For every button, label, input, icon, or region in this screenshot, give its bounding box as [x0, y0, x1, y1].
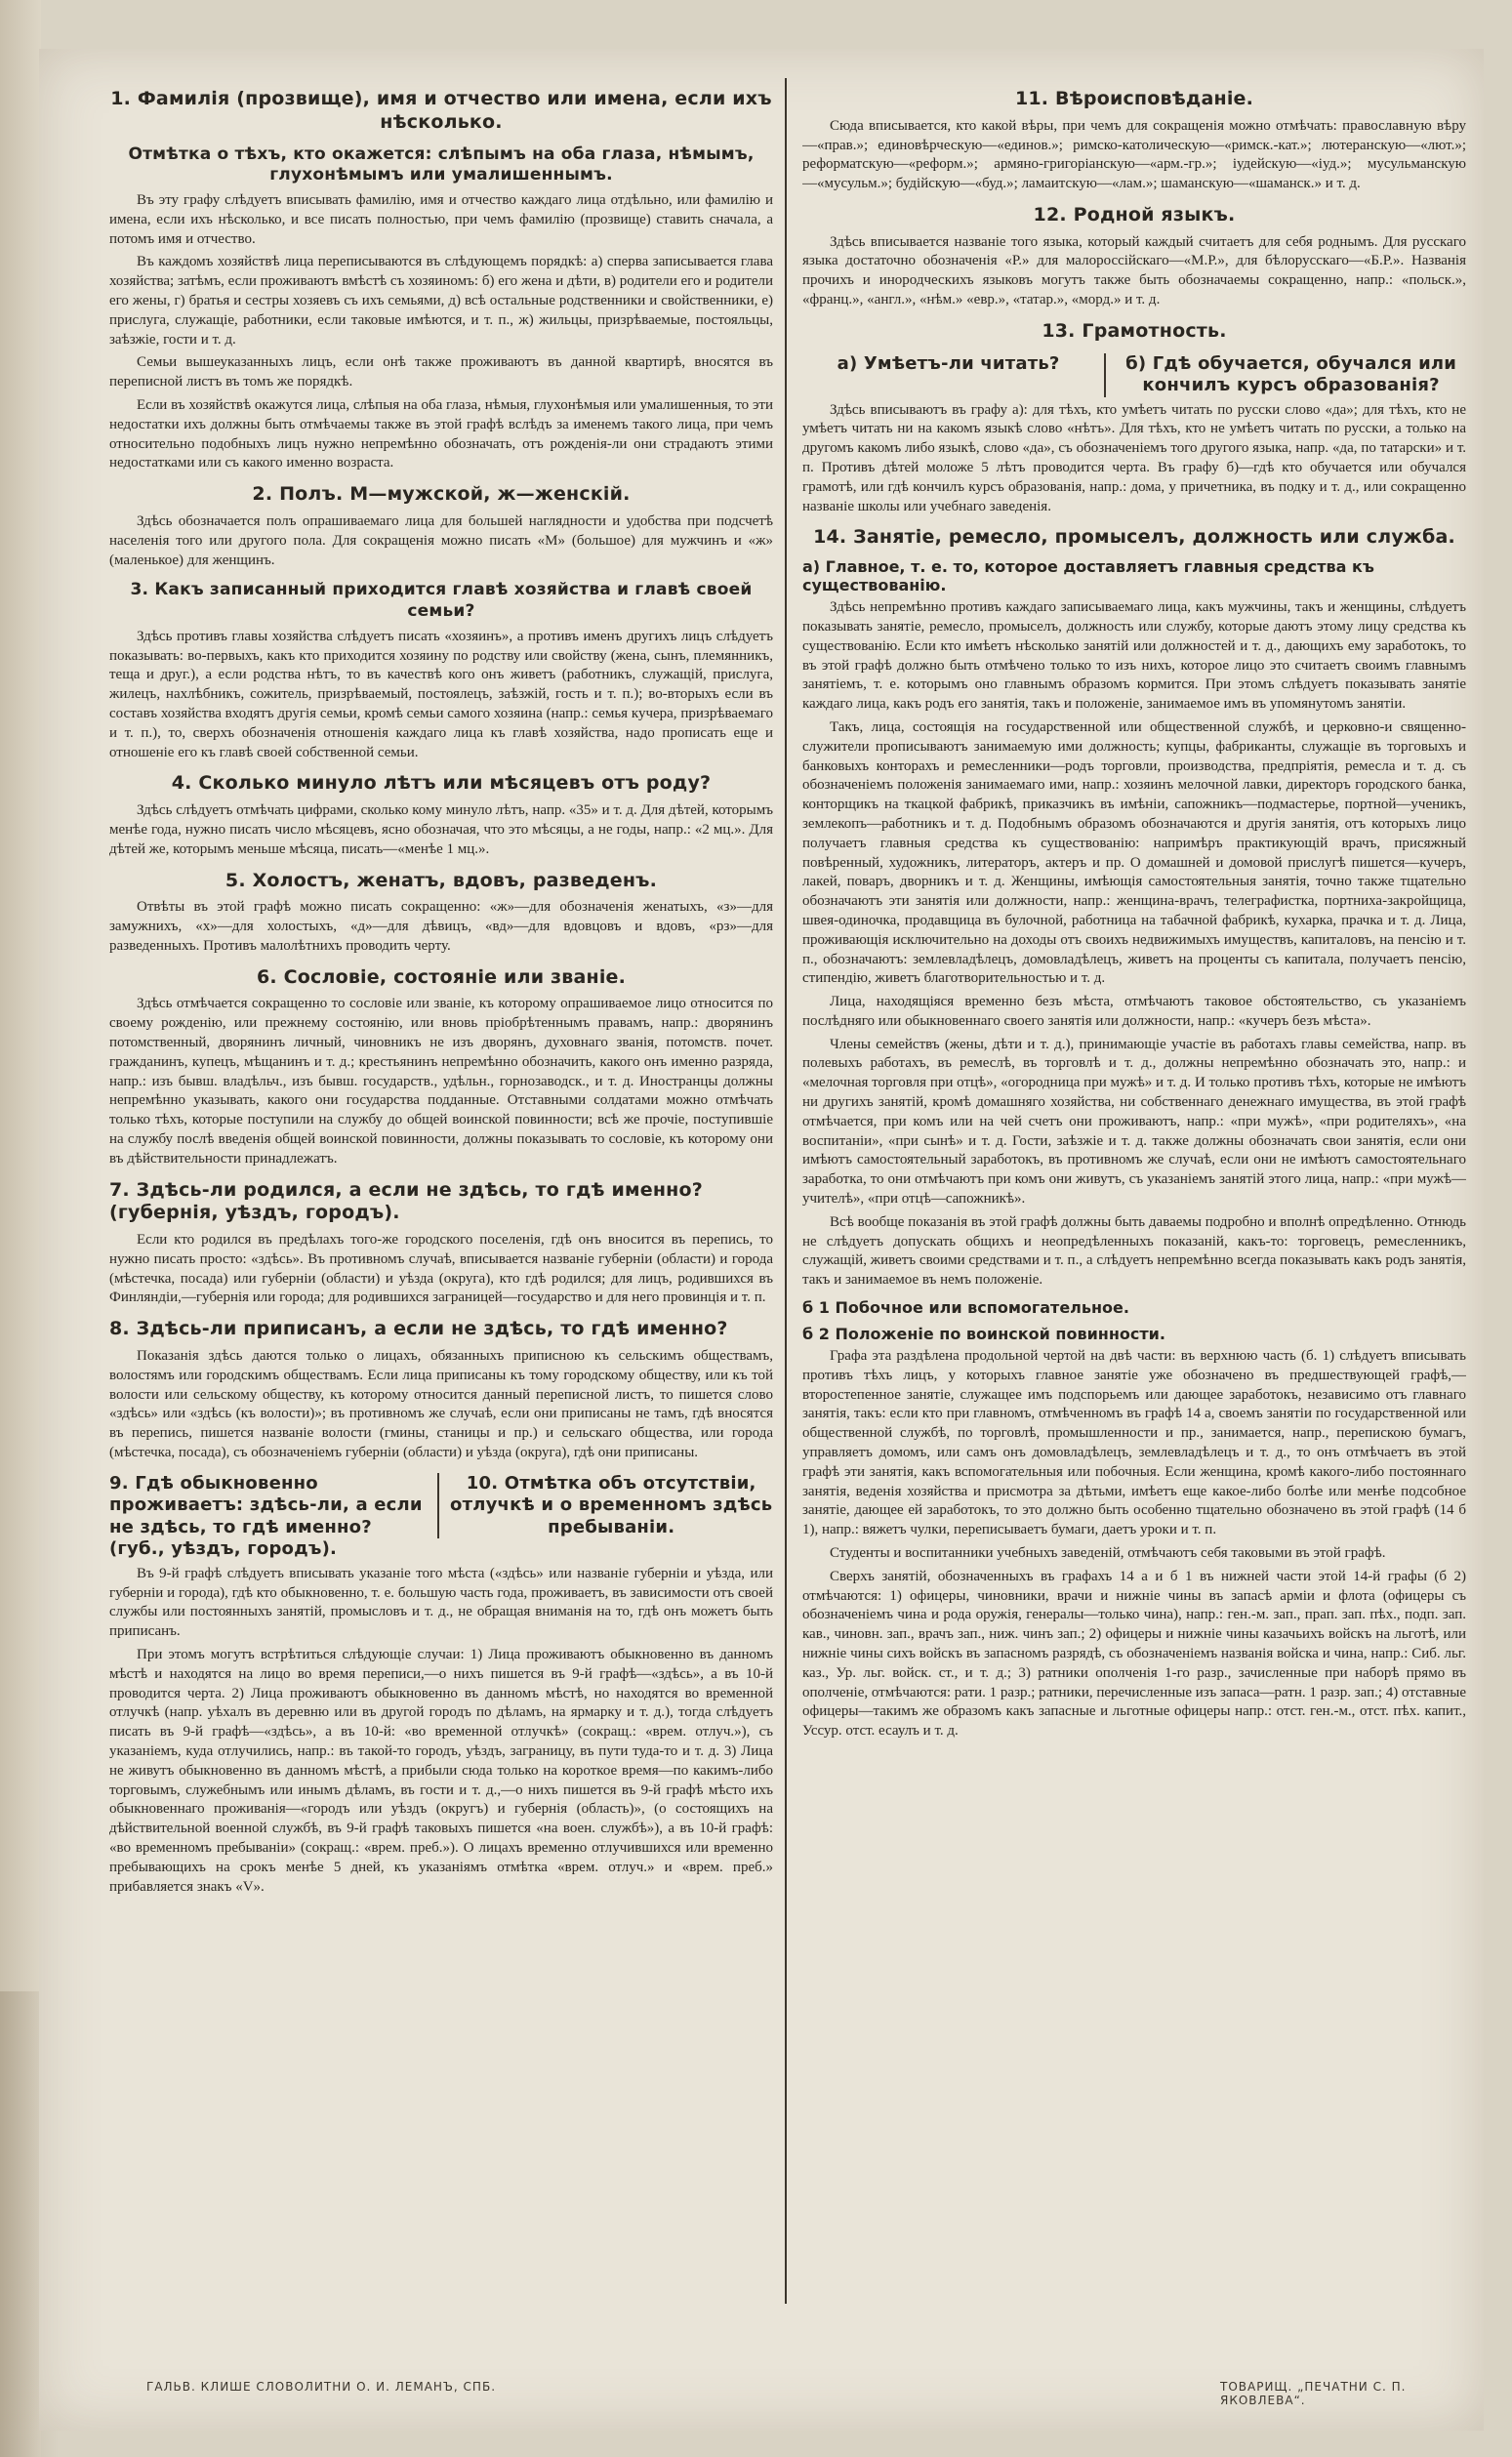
section-2-paragraph: Здѣсь обозначается полъ опрашиваемаго лица для большей наглядности и удобства при подсчетѣ населенія того или другого пола. Для сокращенія можно писать «М» (большое) для мужчинъ и «ж» (маленькое) для женщинъ. — [109, 512, 773, 568]
section-5-title: 5. Холостъ, женатъ, вдовъ, разведенъ. — [225, 869, 658, 891]
section-14-paragraph: Такъ, лица, состоящія на государственной или общественной службѣ, и церковно-и священно-служители прописываютъ занимаемую ими должность; купцы, фабриканты, служащіе въ торговыхъ и банковыхъ конторахъ и ремесленники—родъ торговли, производства, предпріятія, ремесла и т. д. съ обозначеніемъ положенія занимаемаго ими, напр.: хозяинъ мелочной лавки, директоръ городского банка, конторщикъ на ткацкой фабрикѣ, приказчикъ въ имѣніи, сапожникъ—подмастерье, портной—ученикъ, землекопъ—работникъ и т. д. Подобнымъ образомъ обозначаются и другія занятія, отъ которыхъ лицо получаетъ главныя средства къ существованію: напримѣръ практикующій врачъ, присяжный повѣренный, художникъ, литераторъ, актеръ и пр. О домашней и домовой прислугѣ пишется—кучеръ, лакей, поваръ, дворникъ и т. д. Женщины, имѣющія самостоятельныя занятія, точно также тщательно обозначаютъ эти занятія или должности, напр.: женщина-врачъ, телеграфистка, портниха-закройщица, швея-одиночка, продавщица въ булочной, работница на табачной фабрикѣ, кухарка, прачка и т. д. Лица, проживающія исключительно на доходы отъ своихъ недвижимыхъ имуществъ, капиталовъ, на пенсію и т. п., обозначаютъ: землевладѣлецъ, домовладѣлецъ, живетъ на проценты съ капитала, получаетъ пенсію, стипендію, живетъ благотворительностью и т. д. — [802, 718, 1466, 987]
section-1-paragraph: Въ эту графу слѣдуетъ вписывать фамилію, имя и отчество каждаго лица отдѣльно, или фамилію и имена, если ихъ нѣсколько, и все писать полностью, при чемъ фамилію (прозвище) ставить сначала, а потомъ имя и отчество. — [109, 192, 773, 247]
printer-imprint-right: ТОВАРИЩ. „ПЕЧАТНИ С. П. ЯКОВЛЕВА“. — [1220, 2380, 1407, 2407]
section-1-paragraph: Въ каждомъ хозяйствѣ лица переписываются въ слѣдующемъ порядкѣ: а) сперва записывается глава хозяйства; затѣмъ, если проживаютъ вмѣстѣ съ хозяиномъ: б) его жена и дѣти, в) родители его и родители его жены, г) братья и сестры хозяевъ съ ихъ семьями, д) всѣ остальные родственники и свойственники, е) прислуга, служащіе, работники, если таковые имѣются, и т. п., ж) жильцы, призрѣваемые, постояльцы, заѣзжіе, гости и т. д. — [109, 254, 773, 348]
section-9-title: 9. Гдѣ обыкновенно проживаетъ: здѣсь-ли, а если не здѣсь, то гдѣ именно? (губ., уѣздъ, городъ). — [109, 1472, 423, 1560]
section-12-paragraph: Здѣсь вписывается названіе того языка, который каждый считаетъ для себя роднымъ. Для русскаго языка достаточно обозначенія «Р.» для малороссійскаго—«М.Р.», для бѣлорусскаго—«Б.Р.». Названія прочихъ и инородческихъ языковъ могутъ также быть обозначаемы сокращенно, напр.: «польск.», «франц.», «англ.», «нѣм.» «евр.», «татар.», «морд.» и т. д. — [802, 233, 1466, 308]
section-11-paragraph: Сюда вписывается, кто какой вѣры, при чемъ для сокращенія можно отмѣчать: православную вѣру—«прав.»; единовѣрческую—«единов.»; римско-католическую—«римск.-кат.»; лютеранскую—«лют.»; реформатскую—«реформ.»; армяно-григоріанскую—«арм.-гр.»; іудейскую—«іуд.»; мусульманскую—«мусульм.»; будійскую—«буд.»; ламаитскую—«лам.»; шаманскую—«шаманск.» и т. д. — [802, 117, 1466, 192]
section-9-paragraph: Въ 9-й графѣ слѣдуетъ вписывать указаніе того мѣста («здѣсь» или названіе губерніи и уѣзда, или губерніи и города), гдѣ кто обыкновенно, т. е. большую часть года, проживаетъ, въ зависимости отъ своей службы или постоянныхъ занятій, промысловъ и т. д., не обращая вниманія на то, гдѣ онъ можетъ быть приписанъ. — [109, 1565, 773, 1640]
section-14-subhead-b1: б 1 Побочное или вспомогательное. — [802, 1298, 1129, 1318]
section-14-paragraph: Всѣ вообще показанія въ этой графѣ должны быть даваемы подробно и вполнѣ опредѣленно. Отнюдь не слѣдуетъ допускать общихъ и неопредѣленныхъ показаній, какъ-то: торговецъ, ремесленникъ, служащій, живетъ своими средствами и т. п., а слѣдуетъ непремѣнно всегда показывать какъ родъ занятія, такъ и занимаемое въ немъ положеніе. — [802, 1213, 1466, 1289]
printer-imprint-left: ГАЛЬВ. КЛИШЕ СЛОВОЛИТНИ О. И. ЛЕМАНЪ, СПБ. — [146, 2380, 497, 2394]
section-14-subhead-b2: б 2 Положеніе по воинской повинности. — [802, 1325, 1165, 1344]
section-14-paragraph: Члены семействъ (жены, дѣти и т. д.), принимающіе участіе въ работахъ главы семейства, напр. въ полевыхъ работахъ, въ ремеслѣ, въ торговлѣ и т. д., должны непремѣнно обозначать это, напр.: и «мелочная торговля при отцѣ», «огородница при мужѣ» и т. д. И только противъ тѣхъ, которые не имѣютъ ни другихъ занятій, кромѣ домашняго хозяйства, ни собственнаго денежнаго имущества, въ этой графѣ отмѣчается, при комъ или на чей счетъ они проживаютъ, напр.: «при мужѣ», «при родителяхъ», «на воспитаніи», «при сынѣ» и т. д. Гости, заѣзжіе и т. д. также должны обозначать свои занятія, если они имѣютъ самостоятельный заработокъ, въ противномъ же случаѣ, если они не имѣютъ самостоятельнаго заработка, то они отмѣчаютъ при комъ они живутъ, съ указаніемъ занятій этого лица, напр.: «при мужѣ—учителѣ», «при отцѣ—сапожникѣ». — [802, 1036, 1466, 1208]
section-14-paragraph: Лица, находящіяся временно безъ мѣста, отмѣчаютъ таковое обстоятельство, съ указаніемъ послѣдняго или обыкновеннаго своего занятія или должности, напр.: «кучеръ безъ мѣста». — [802, 994, 1466, 1029]
section-13-title: 13. Грамотность. — [1042, 319, 1227, 342]
section-4-paragraph: Здѣсь слѣдуетъ отмѣчать цифрами, сколько кому минуло лѣтъ, напр. «35» и т. д. Для дѣтей, которымъ менѣе года, нужно писать число мѣсяцевъ, ясно обозначая, что это мѣсяцы, а не годы, напр.: «2 мц.». Для дѣтей же, которымъ меньше мѣсяца, писать—«менѣе 1 мц.». — [109, 802, 773, 857]
right-column — [802, 78, 1466, 2353]
section-8-paragraph: Показанія здѣсь даются только о лицахъ, обязанныхъ приписною къ сельскимъ обществамъ, волостямъ или городскимъ обществамъ. Если лица приписаны къ тому городскому обществу, или къ той волости или сельскому обществу, къ которому относится данный переписной листъ, то пишется слово «здѣсь» или «здѣсь (къ волости)»; въ противномъ же случаѣ, если они приписаны не тамъ, гдѣ вносятся въ перепись, пишется названіе волости (гмины, станицы и пр.) и сельскаго общества, или города (мѣстечка, посада), съ обозначеніемъ губерніи (области) и уѣзда (округа), гдѣ они приписаны. — [109, 1348, 773, 1460]
section-13-subheads — [802, 349, 1466, 401]
section-14-subhead-a: а) Главное, т. е. то, которое доставляетъ главныя средства къ существованію. — [802, 557, 1374, 595]
section-11-title: 11. Вѣроисповѣданіе. — [1014, 88, 1254, 109]
section-7-title: 7. Здѣсь-ли родился, а если не здѣсь, то гдѣ именно? (губернія, уѣздъ, городъ). — [109, 1178, 703, 1224]
section-10-title: 10. Отмѣтка объ отсутствіи, отлучкѣ и о временномъ здѣсь пребываніи. — [437, 1473, 773, 1539]
section-3-title: 3. Какъ записанный приходится главѣ хозяйства и главѣ своей семьи? — [130, 580, 753, 621]
left-column — [109, 78, 773, 2353]
section-9-10-header — [109, 1469, 773, 1565]
section-14-paragraph: Студенты и воспитанники учебныхъ заведеній, отмѣчаютъ себя таковыми въ этой графѣ. — [830, 1545, 1386, 1562]
section-4-title: 4. Сколько минуло лѣтъ или мѣсяцевъ отъ роду? — [171, 772, 712, 795]
section-14-paragraph: Графа эта раздѣлена продольной чертой на двѣ части: въ верхнюю часть (б. 1) слѣдуетъ вписывать противъ тѣхъ лицъ, у которыхъ главное занятіе уже обозначено въ предшествующей графѣ,—второстепенное занятіе, служащее имъ подспорьемъ или дающее заработокъ, независимо отъ главнаго занятія, такъ: если кто при главномъ, отмѣченномъ въ графѣ 14 а, своемъ занятіи по государственной или общественной службѣ, по торговлѣ, промышленности и пр., занимается, напр., перепискою бумагъ, управляетъ домомъ, или самъ онъ домовладѣлецъ, землевладѣлецъ и т. д., то онъ отмѣчаетъ въ этой графѣ эти занятія, какъ вспомогательныя или побочныя. Если женщина, кромѣ какого-либо постояннаго занятія, веденія хозяйства и присмотра за дѣтьми, имѣетъ еще какое-либо болѣе или менѣе подсобное занятіе, дающее ей заработокъ, то это должно быть особенно тщательно обозначено въ этой графѣ (14 б 1), напр.: вяжетъ чулки, переписываетъ бумаги, даетъ уроки и т. п. — [802, 1348, 1466, 1538]
column-divider — [785, 78, 787, 2304]
section-13-paragraph: Здѣсь вписываютъ въ графу а): для тѣхъ, кто умѣетъ читать по русски слово «да»; для тѣхъ, кто не умѣетъ читать ни на какомъ языкѣ слово «нѣтъ». Для тѣхъ, кто не умѣетъ читать по русски, а только на другомъ какомъ либо языкѣ, слово «да», съ обозначеніемъ того другого языка, напр. «да, по татарски» и т. п. Противъ дѣтей моложе 5 лѣтъ проводится черта. Въ графу б)—гдѣ кто обучается или обучался грамотѣ, или гдѣ кончилъ курсъ образованія, напр.: дома, у причетника, въ подку и т. д., или сокращенно названіе школы или учебнаго заведенія. — [802, 401, 1466, 514]
section-14-paragraph: Здѣсь непремѣнно противъ каждаго записываемаго лица, какъ мужчины, такъ и женщины, слѣдуетъ показывать занятіе, ремесло, промыселъ, должность или службу, которые даютъ этому лицу средства къ существованію. Если кто имѣетъ нѣсколько занятій или должностей и т. д., дающихъ ему заработокъ, то въ этой графѣ должно быть отмѣчено только то изъ нихъ, которое лицо это считаетъ своимъ главнымъ занятіемъ, т. е. которымъ оно главнымъ образомъ кормится. При этомъ слѣдуетъ показывать занятіе каждаго лица, какъ родъ его занятія, такъ и положеніе, занимаемое имъ въ упомянутомъ занятіи. — [802, 599, 1466, 713]
section-1-title: 1. Фамилія (прозвище), имя и отчество или имена, если ихъ нѣсколько. — [110, 88, 772, 133]
section-3-paragraph: Здѣсь противъ главы хозяйства слѣдуетъ писать «хозяинъ», а противъ именъ другихъ лицъ слѣдуетъ показывать: во-первыхъ, какъ кто приходится хозяину по родству или свойству (жена, сынъ, племянникъ, теща и друг.), а если родства нѣтъ, то въ качествѣ кого онъ живетъ (работникъ, служащій, прислуга, жилецъ, нахлѣбникъ, сожитель, призрѣваемый, постоялецъ, заѣзжій, гость и т. п.); во-вторыхъ если въ составъ хозяйства входятъ другія семьи, кромѣ семьи самого хозяина (напр.: семья кучера, призрѣваемаго и т. п.), то, сверхъ обозначенія отношенія каждаго лица къ главѣ хозяйства, надо прописать еще и отношеніе его къ главѣ своей собственной семьи. — [109, 628, 773, 760]
section-1-paragraph: Если въ хозяйствѣ окажутся лица, слѣпыя на оба глаза, нѣмыя, глухонѣмыя или умалишенныя, то эти недостатки ихъ должны быть отмѣчаемы также въ этой графѣ вслѣдъ за именемъ такого лица, при чемъ относительно подобныхъ лицъ нужно непремѣнно обозначать, отъ рожденія-ли они страдаютъ этими недостатками или съ какого именно возраста. — [109, 396, 773, 471]
section-7-paragraph: Если кто родился въ предѣлахъ того-же городского поселенія, гдѣ онъ вносится въ перепись, то нужно писать просто: «здѣсь». Въ противномъ случаѣ, вписывается названіе губерніи (области) и города (мѣстечка, посада) или губерніи (области) и уѣзда (округа), кто гдѣ родился; для лицъ, родившихся въ Финляндіи,—губернія или города; для родившихся заграницей—государство и для него провинція и т. п. — [109, 1232, 773, 1306]
section-13-head-b: б) Гдѣ обучается, обучался или кончилъ курсъ образованія? — [1104, 353, 1466, 397]
section-2-title: 2. Полъ. М—мужской, ж—женскій. — [252, 483, 631, 506]
section-14-paragraph: Сверхъ занятій, обозначенныхъ въ графахъ 14 а и б 1 въ нижней части этой 14-й графы (б 2) отмѣчаются: 1) офицеры, чиновники, врачи и нижніе чины въ запасѣ арміи и флота (офицеры съ обозначеніемъ чина и рода оружія, генералы—только чина), напр.: ген.-м. зап., прап. зап. пѣх., подп. зап. кав., чиновн. зап., врачъ зап., ниж. чинъ зап.; 2) офицеры и нижніе чины казачьихъ войскъ на льготѣ, или нижніе чины сихъ войскъ въ запасномъ разрядѣ, съ обозначеніемъ названія войска и чина, напр.: Сиб. льг. каз., Ур. льг. войск. ст., и т. д.; 3) ратники ополченія 1-го разр., зачисленные при наборѣ прямо въ ополченіе, отмѣчаются: рати. 1 разр.; ратники, перечисленные изъ запаса—ратн. 1 разр. зап.; 4) отставные офицеры—такимъ же образомъ какъ запасные и льготные офицеры напр.: отст. ген.-м., отст. пѣх. капит., Уссур. отст. есаулъ и т. д. — [802, 1568, 1466, 1740]
section-1-note: Отмѣтка о тѣхъ, кто окажется: слѣпымъ на оба глаза, нѣмымъ, глухонѣмымъ или умалишеннымъ. — [128, 143, 755, 184]
section-14-title: 14. Занятіе, ремесло, промыселъ, должность или служба. — [813, 526, 1455, 549]
section-9-paragraph: При этомъ могутъ встрѣтиться слѣдующіе случаи: 1) Лица проживаютъ обыкновенно въ данномъ мѣстѣ и находятся на лицо во время переписи,—о нихъ пишется въ 9-й графѣ—«здѣсь», а въ 10-й проводится черта. 2) Лица проживаютъ обыкновенно въ данномъ мѣстѣ, но находятся во временной отлучкѣ (напр. уѣхалъ въ деревню или въ другой городъ по дѣламъ, на ярмарку и т. д.), тогда слѣдуетъ писать въ 9-й графѣ—«здѣсь», а въ 10-й: «во временной отлучкѣ» (сокращ.: «врем. отлуч.»), съ указаніемъ, куда отлучились, напр.: въ такой-то городъ, уѣздъ, заграницу, въ пути туда-то и т. д. 3) Лица не живутъ обыкновенно въ данномъ мѣстѣ, а прибыли сюда только на короткое время—по какимъ-либо торговымъ, служебнымъ или инымъ дѣламъ, въ гости и т. д.,—о нихъ пишется въ 9-й графѣ мѣсто ихъ обыкновеннаго проживанія—«городъ или уѣздъ (округъ) и губернія (область)», (о состоящихъ на дѣйствительной военной службѣ, въ 9-й графѣ таковыхъ пишется «на воен. службѣ»), а въ 10-й графѣ: «во временномъ пребываніи» (сокращ.: «врем. преб.»). О лицахъ временно отлучившихся или временно пребывающихъ на срокъ менѣе 5 дней, къ указаніямъ отмѣтка «врем. отлуч.» и «врем. преб.» прибавляется знакъ «V». — [109, 1646, 773, 1895]
section-5-paragraph: Отвѣты въ этой графѣ можно писать сокращенно: «ж»—для обозначенія женатыхъ, «з»—для замужнихъ, «х»—для холостыхъ, «д»—для дѣвицъ, «вд»—для вдовцовъ и вдовъ, «рз»—для разведенныхъ. Противъ малолѣтнихъ проводить черту. — [109, 899, 773, 954]
section-6-paragraph: Здѣсь отмѣчается сокращенно то сословіе или званіе, къ которому опрашиваемое лицо относится по своему рожденію, или прежнему состоянію, или вновь пріобрѣтеннымъ правамъ, напр.: дворянинъ потомственный, дворянинъ личный, чиновникъ не изъ дворянъ, духовнаго званія, потомств. почет. гражданинъ, купецъ, мѣщанинъ и т. д.; крестьянинъ непремѣнно обозначить, какого онъ именно разряда, напр.: изъ бывш. владѣльч., изъ бывш. государств., удѣльн., горнозаводск., и т. д. Иностранцы должны непремѣнно указывать, какого они государства подданные. Отставными солдатами можно отмѣчать только тѣхъ, которые поступили на службу до общей воинской повинности; всѣ же прочіе, поступившіе на службу послѣ введенія общей воинской повинности, должны показывать то сословіе, къ которому они въ дѣйствительности принадлежатъ. — [109, 996, 773, 1167]
document-page — [39, 49, 1484, 2431]
section-8-title: 8. Здѣсь-ли приписанъ, а если не здѣсь, то гдѣ именно? — [109, 1318, 728, 1340]
section-12-title: 12. Родной языкъ. — [1033, 203, 1236, 225]
section-1-paragraph: Семьи вышеуказанныхъ лицъ, если онѣ также проживаютъ въ данной квартирѣ, вносятся въ переписной листъ въ томъ же порядкѣ. — [109, 354, 773, 390]
section-6-title: 6. Сословіе, состояніе или званіе. — [256, 965, 627, 988]
section-13-head-a: а) Умѣетъ-ли читать? — [837, 352, 1060, 374]
